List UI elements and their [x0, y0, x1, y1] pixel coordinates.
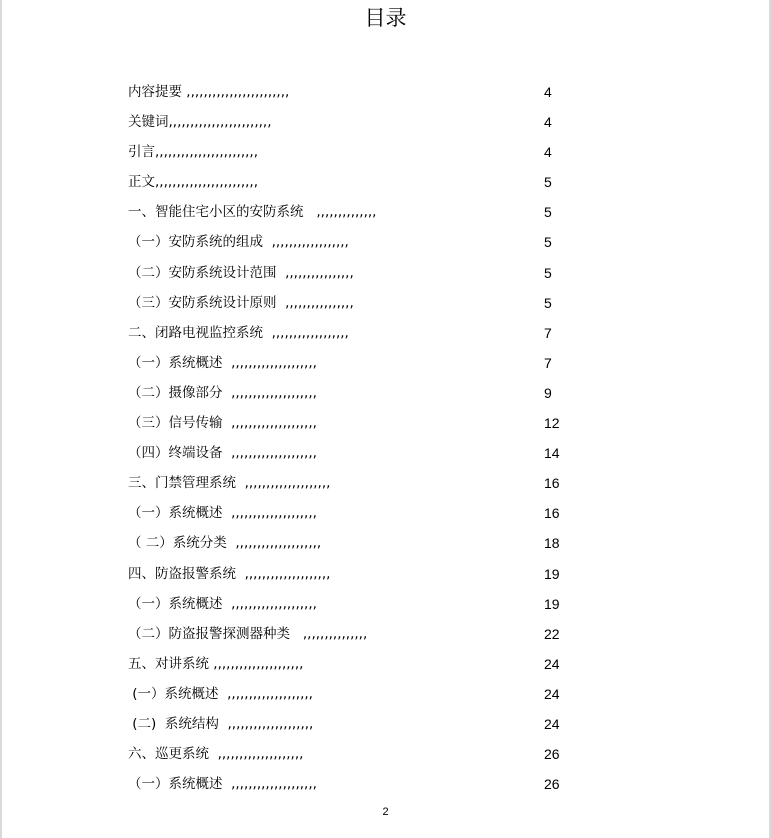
toc-entry-page: 9	[544, 384, 552, 401]
toc-entry[interactable]	[128, 441, 578, 471]
toc-entry-page: 24	[544, 685, 560, 702]
toc-entry-page: 5	[544, 264, 552, 281]
toc-entry[interactable]	[128, 110, 578, 140]
toc-entry-page: 16	[544, 475, 560, 492]
toc-entry-label: 二、闭路电视监控系统 ,,,,,,,,,,,,,,,,,,	[128, 324, 349, 341]
toc-entry-label: 内容提要 ,,,,,,,,,,,,,,,,,,,,,,,,	[128, 84, 290, 100]
toc-entry[interactable]	[128, 140, 578, 170]
toc-entry-label: 四、防盗报警系统 ,,,,,,,,,,,,,,,,,,,,	[128, 565, 331, 582]
toc-entry-label: （一）系统概述 ,,,,,,,,,,,,,,,,,,,,	[128, 776, 317, 793]
toc-entry-page: 19	[544, 565, 560, 582]
toc-entry[interactable]	[128, 682, 578, 712]
toc-entry-label: （一）系统概述 ,,,,,,,,,,,,,,,,,,,,	[128, 354, 317, 371]
toc-entry-page: 5	[544, 174, 552, 191]
toc-entry-label: 关键词,,,,,,,,,,,,,,,,,,,,,,,,	[128, 114, 272, 131]
page-border-left	[0, 0, 2, 838]
toc-entry-label: （ 二）系统分类 ,,,,,,,,,,,,,,,,,,,,	[128, 535, 322, 552]
toc-entry-page: 4	[544, 84, 552, 100]
toc-entry-page: 16	[544, 505, 560, 522]
toc-entry-label: （一）系统概述 ,,,,,,,,,,,,,,,,,,,,	[128, 505, 317, 522]
toc-entry-page: 24	[544, 655, 560, 672]
toc-entry-page: 7	[544, 324, 552, 341]
toc-entry-label: 引言,,,,,,,,,,,,,,,,,,,,,,,,	[128, 144, 258, 161]
toc-entry-label: 一、智能住宅小区的安防系统 ,,,,,,,,,,,,,,	[128, 204, 377, 221]
toc-entry-label: （四）终端设备 ,,,,,,,,,,,,,,,,,,,,	[128, 445, 317, 462]
toc-entry-label: (二) 系统结构 ,,,,,,,,,,,,,,,,,,,,	[128, 715, 314, 732]
page-number: 2	[382, 806, 389, 818]
toc-entry[interactable]	[128, 592, 578, 622]
toc-entry[interactable]	[128, 622, 578, 652]
toc-entry-page: 5	[544, 234, 552, 251]
toc-entry[interactable]	[128, 351, 578, 381]
toc-entry[interactable]	[128, 652, 578, 682]
toc-entry-page: 26	[544, 746, 560, 763]
toc-entry-page: 24	[544, 715, 560, 732]
toc-entry[interactable]	[128, 170, 578, 200]
toc-entry[interactable]	[128, 742, 578, 772]
toc-entry[interactable]	[128, 200, 578, 230]
toc-entry-label: （一）系统概述 ,,,,,,,,,,,,,,,,,,,,	[128, 595, 317, 612]
toc-entry[interactable]	[128, 381, 578, 411]
toc-entry[interactable]	[128, 501, 578, 531]
toc-entry[interactable]	[128, 562, 578, 592]
toc-entry-label: （二）摄像部分 ,,,,,,,,,,,,,,,,,,,,	[128, 384, 317, 401]
toc-entry-page: 4	[544, 144, 552, 161]
toc-entry-page: 7	[544, 354, 552, 371]
toc-entry-page: 18	[544, 535, 560, 552]
toc-entry-page: 26	[544, 776, 560, 793]
toc-entry-page: 5	[544, 294, 552, 311]
toc-entry[interactable]	[128, 712, 578, 742]
toc-entry-page: 5	[544, 204, 552, 221]
toc-entry-label: （二）安防系统设计范围 ,,,,,,,,,,,,,,,,	[128, 264, 354, 281]
toc-entry-label: （三）安防系统设计原则 ,,,,,,,,,,,,,,,,	[128, 294, 354, 311]
toc-entry-page: 19	[544, 595, 560, 612]
toc-entry-label: 正文,,,,,,,,,,,,,,,,,,,,,,,,	[128, 174, 258, 191]
toc-entry-label: （二）防盗报警探测器种类 ,,,,,,,,,,,,,,,	[128, 625, 368, 642]
toc-entry-page: 4	[544, 114, 552, 131]
toc-entry-label: 五、对讲系统 ,,,,,,,,,,,,,,,,,,,,,	[128, 655, 304, 672]
toc-entry[interactable]	[128, 531, 578, 561]
toc-entry[interactable]	[128, 471, 578, 501]
toc-entry[interactable]	[128, 261, 578, 291]
toc-entry[interactable]	[128, 321, 578, 351]
toc-entry-label: 六、巡更系统 ,,,,,,,,,,,,,,,,,,,,	[128, 746, 304, 763]
toc-entry-label: 三、门禁管理系统 ,,,,,,,,,,,,,,,,,,,,	[128, 475, 331, 492]
toc-entry-page: 12	[544, 415, 560, 432]
table-of-contents	[128, 80, 578, 802]
toc-entry[interactable]	[128, 80, 578, 110]
toc-entry[interactable]	[128, 772, 578, 802]
toc-entry[interactable]	[128, 230, 578, 260]
toc-entry-label: （三）信号传输 ,,,,,,,,,,,,,,,,,,,,	[128, 415, 317, 432]
toc-entry[interactable]	[128, 411, 578, 441]
toc-entry-label: （一）安防系统的组成 ,,,,,,,,,,,,,,,,,,	[128, 234, 349, 251]
toc-entry[interactable]	[128, 291, 578, 321]
toc-entry-label: (一）系统概述 ,,,,,,,,,,,,,,,,,,,,	[128, 685, 313, 702]
page-title: 目录	[364, 6, 407, 30]
toc-entry-page: 22	[544, 625, 560, 642]
toc-entry-page: 14	[544, 445, 560, 462]
